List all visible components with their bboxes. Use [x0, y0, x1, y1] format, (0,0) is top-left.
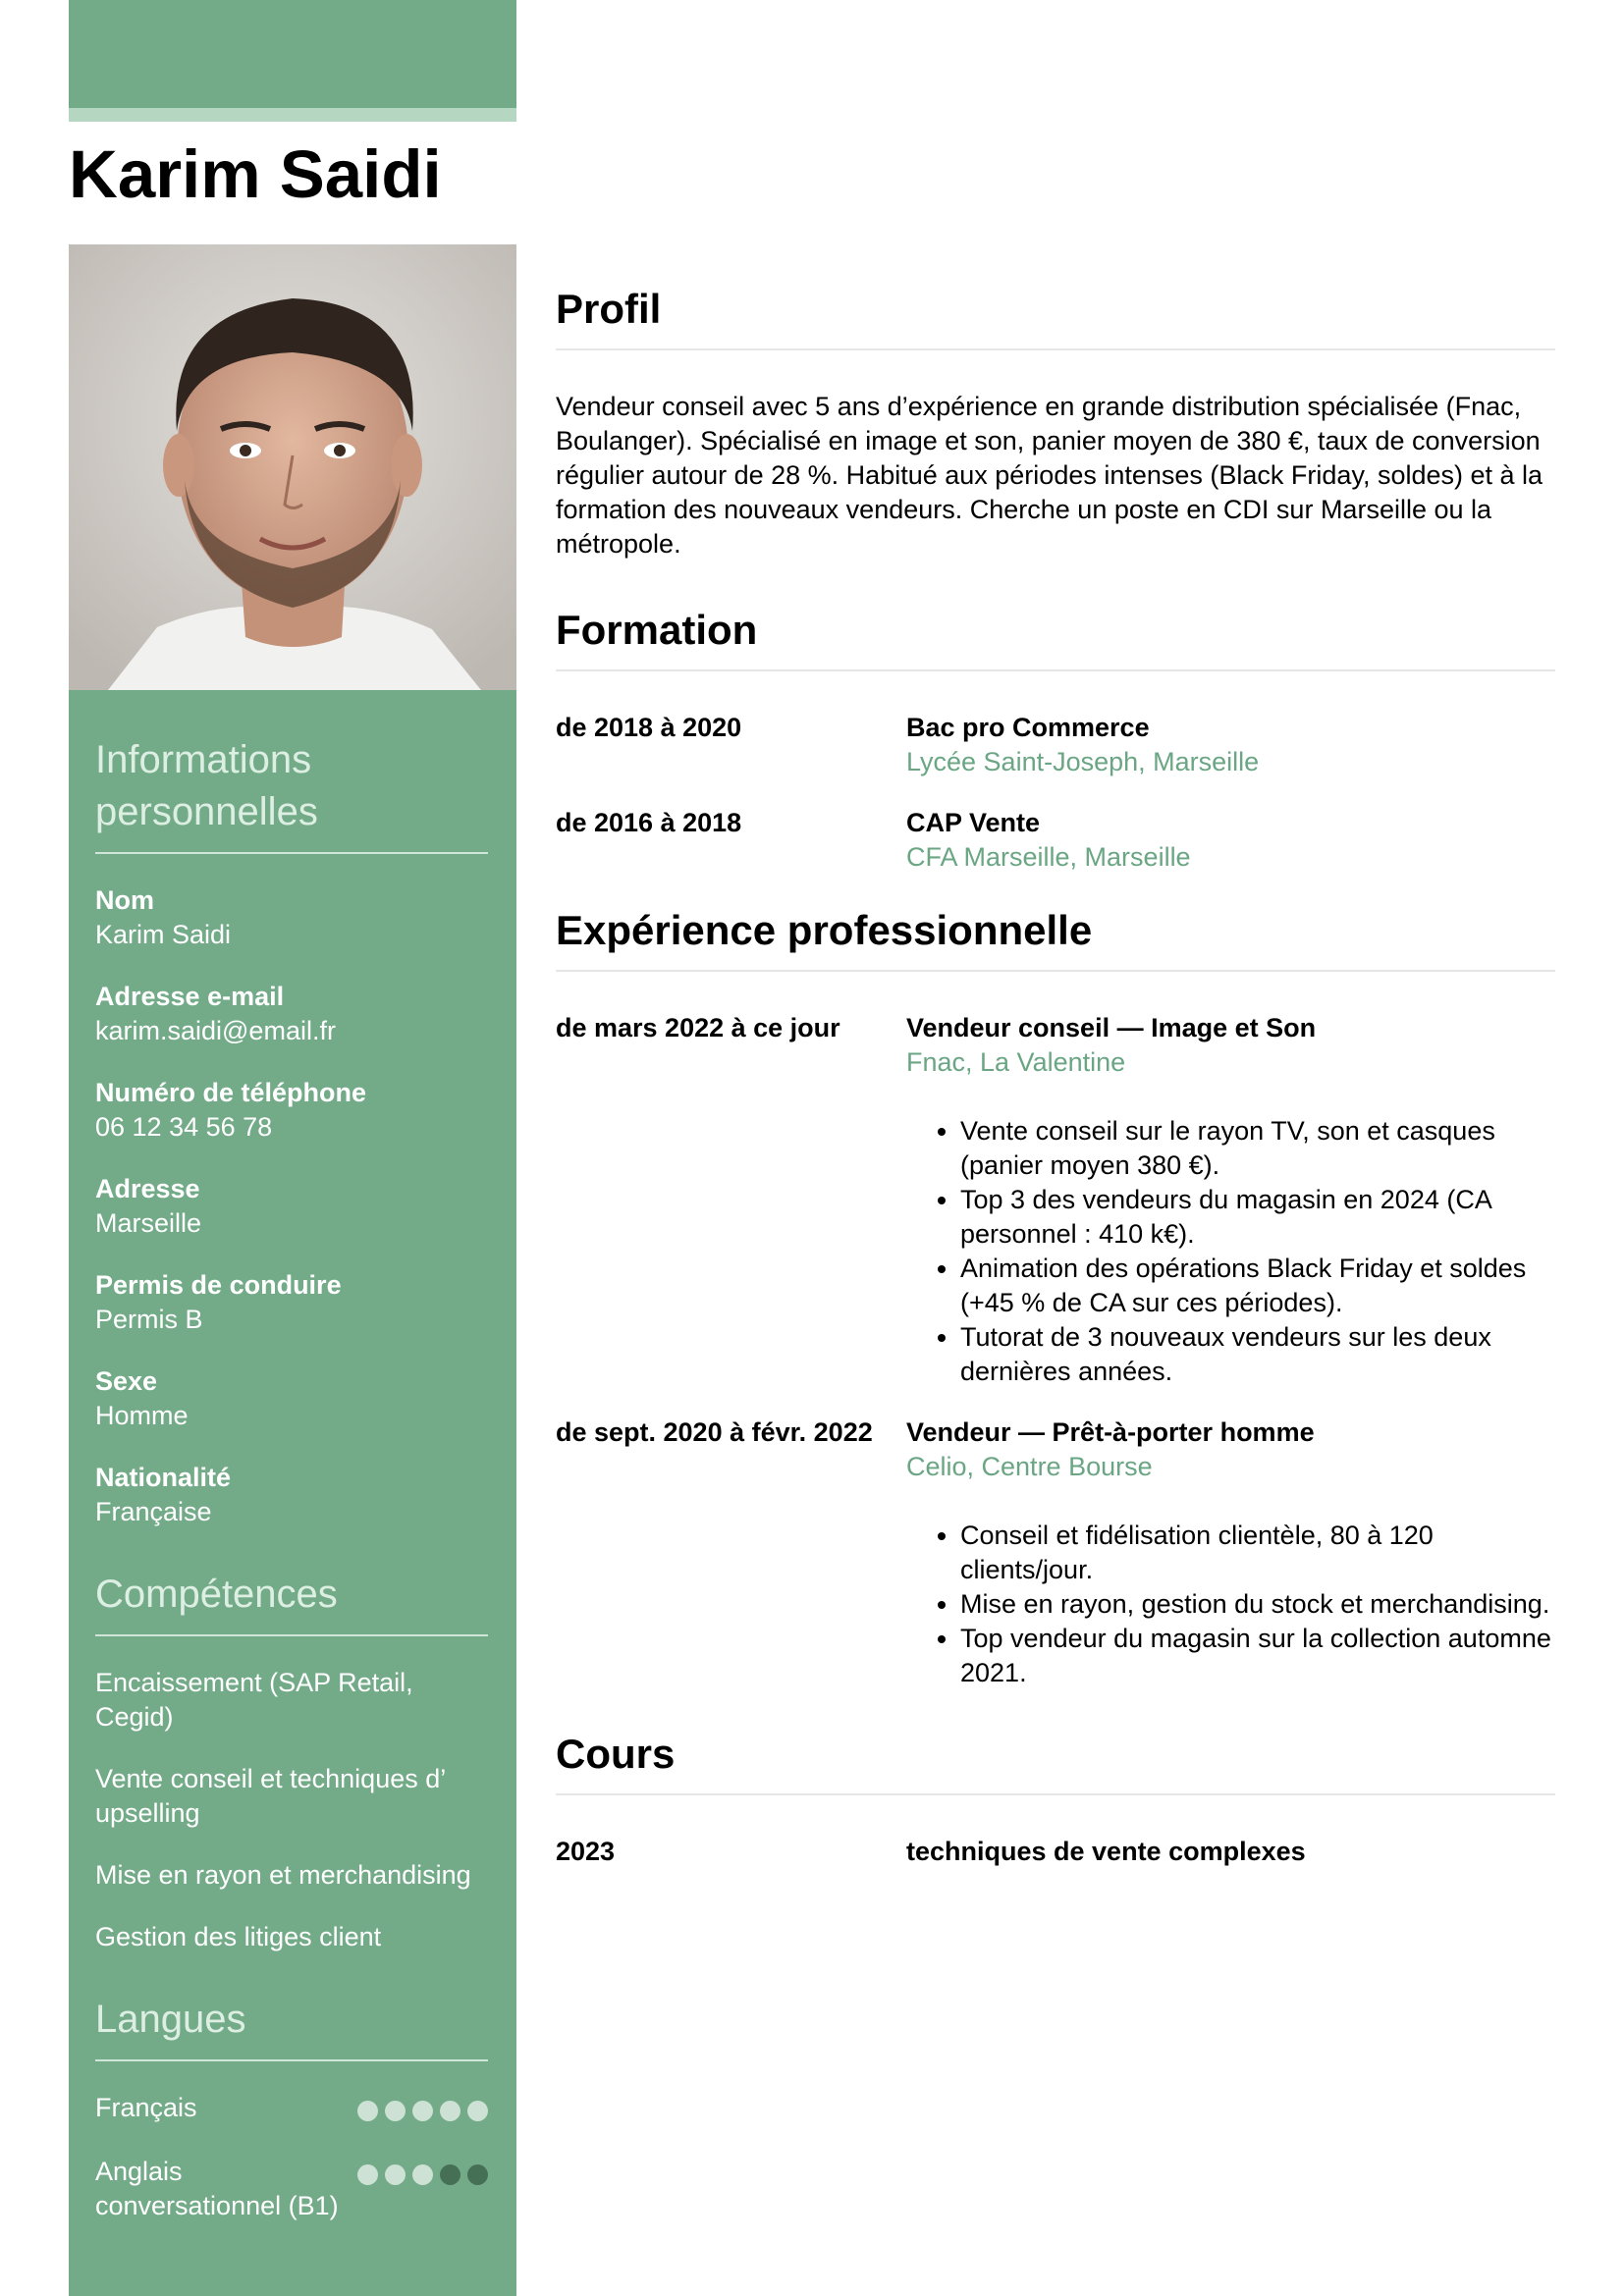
divider — [556, 348, 1555, 350]
sidebar-content — [95, 734, 488, 2253]
bullet-item: • Mise en rayon, gestion du stock et merchandising. — [960, 1587, 1555, 1622]
info-item-email — [95, 980, 488, 1048]
divider — [95, 1634, 488, 1636]
level-dot-filled — [385, 2101, 406, 2121]
info-label: Adresse — [95, 1174, 200, 1203]
level-dot-filled — [440, 2101, 460, 2121]
skill-item: Encaissement (SAP Retail, Cegid) — [95, 1668, 413, 1732]
entry-title: Bac pro Commerce — [906, 713, 1150, 742]
info-value: Marseille — [95, 1208, 202, 1238]
info-label: Nationalité — [95, 1463, 232, 1492]
section-title-education: Formation — [556, 607, 758, 653]
entry-bullets — [906, 1114, 1555, 1389]
skill-item: Vente conseil et techniques d’ upselling — [95, 1764, 446, 1828]
language-item — [95, 2155, 488, 2223]
sidebar-top-stripe — [69, 108, 516, 122]
info-item-address — [95, 1172, 488, 1241]
entry-date: 2023 — [556, 1837, 616, 1866]
entry-place: CFA Marseille, Marseille — [906, 842, 1191, 872]
entry-title: techniques de vente complexes — [906, 1837, 1306, 1866]
level-dot-filled — [467, 2101, 488, 2121]
info-label: Permis de conduire — [95, 1270, 342, 1300]
bullet-item: • Top 3 des vendeurs du magasin en 2024 (CA personnel : 410 k€). — [960, 1183, 1555, 1252]
sidebar — [69, 690, 516, 2296]
language-item — [95, 2091, 488, 2125]
entry-place: Lycée Saint-Joseph, Marseille — [906, 747, 1260, 776]
divider — [556, 669, 1555, 671]
language-name: Français — [95, 2093, 197, 2122]
entry-place: Celio, Centre Bourse — [906, 1452, 1153, 1481]
info-value: Permis B — [95, 1305, 203, 1334]
course-entry — [556, 1835, 1555, 1869]
entry-body — [906, 806, 1555, 875]
entry-place: Fnac, La Valentine — [906, 1047, 1126, 1077]
info-item-name — [95, 883, 488, 952]
skill-item: Gestion des litiges client — [95, 1922, 382, 1951]
info-label: Numéro de téléphone — [95, 1078, 367, 1107]
info-item-phone — [95, 1076, 488, 1145]
main-content — [556, 280, 1555, 1896]
section-title-experience: Expérience professionnelle — [556, 907, 1093, 953]
entry-title: Vendeur — Prêt-à-porter homme — [906, 1417, 1315, 1447]
entry-title: Vendeur conseil — Image et Son — [906, 1013, 1317, 1042]
entry-date: de 2016 à 2018 — [556, 808, 742, 837]
profile-photo — [69, 244, 516, 690]
entry-body — [906, 1835, 1555, 1869]
sidebar-top-band — [69, 0, 516, 108]
languages-title: Langues — [95, 1998, 246, 2041]
entry-bullets — [906, 1519, 1555, 1690]
education-entry — [556, 806, 1555, 875]
info-value: 06 12 34 56 78 — [95, 1112, 273, 1142]
entry-title: CAP Vente — [906, 808, 1041, 837]
entry-date: de 2018 à 2020 — [556, 713, 742, 742]
bullet-item: • Top vendeur du magasin sur la collection automne 2021. — [960, 1622, 1555, 1690]
divider — [95, 2059, 488, 2061]
candidate-name: Karim Saidi — [69, 136, 442, 212]
info-label: Adresse e-mail — [95, 982, 285, 1011]
info-item-license — [95, 1268, 488, 1337]
entry-date: de mars 2022 à ce jour — [556, 1013, 840, 1042]
entry-date: de sept. 2020 à févr. 2022 — [556, 1417, 873, 1447]
level-dot-filled — [412, 2101, 433, 2121]
info-item-nationality — [95, 1461, 488, 1529]
entry-body — [906, 1011, 1555, 1389]
skills-title: Compétences — [95, 1573, 338, 1616]
level-dot-filled — [357, 2101, 378, 2121]
language-level-dots — [357, 2091, 488, 2121]
info-label: Nom — [95, 885, 154, 915]
language-level-dots — [357, 2155, 488, 2185]
divider — [556, 1793, 1555, 1795]
bullet-item: • Animation des opérations Black Friday et soldes (+45 % de CA sur ces périodes). — [960, 1252, 1555, 1320]
info-value: Française — [95, 1497, 212, 1526]
divider — [556, 970, 1555, 972]
entry-body — [906, 711, 1555, 779]
level-dot-empty — [440, 2164, 460, 2185]
level-dot-empty — [467, 2164, 488, 2185]
entry-body — [906, 1415, 1555, 1690]
personal-info-title: Informations personnelles — [95, 738, 318, 833]
info-value: Homme — [95, 1401, 189, 1430]
bullet-item: • Conseil et fidélisation clientèle, 80 à 120 clients/jour. — [960, 1519, 1555, 1587]
level-dot-filled — [385, 2164, 406, 2185]
section-title-profile: Profil — [556, 286, 662, 332]
section-title-courses: Cours — [556, 1731, 676, 1777]
language-name: Anglais conversationnel (B1) — [95, 2157, 339, 2220]
bullet-item: • Vente conseil sur le rayon TV, son et casques (panier moyen 380 €). — [960, 1114, 1555, 1183]
experience-entry — [556, 1011, 1555, 1389]
level-dot-filled — [412, 2164, 433, 2185]
profile-text: Vendeur conseil avec 5 ans d’expérience en grande distribution spécialisée (Fnac, Boulanger). Spécialisé en image et son, panier moyen de 380 €, taux de conversion régulier autour de 28 %. Habitué aux périodes intenses (Black Friday, soldes) et à la formation des nouveaux vendeurs. Cherche un poste en CDI sur Marseille ou la métropole. — [556, 392, 1543, 559]
info-value: Karim Saidi — [95, 920, 232, 949]
info-label: Sexe — [95, 1366, 158, 1396]
divider — [95, 852, 488, 854]
info-item-gender — [95, 1364, 488, 1433]
experience-entry — [556, 1415, 1555, 1690]
skill-item: Mise en rayon et merchandising — [95, 1860, 471, 1890]
bullet-item: • Tutorat de 3 nouveaux vendeurs sur les deux dernières années. — [960, 1320, 1555, 1389]
education-entry — [556, 711, 1555, 779]
level-dot-filled — [357, 2164, 378, 2185]
info-value: karim.saidi@email.fr — [95, 1016, 336, 1045]
